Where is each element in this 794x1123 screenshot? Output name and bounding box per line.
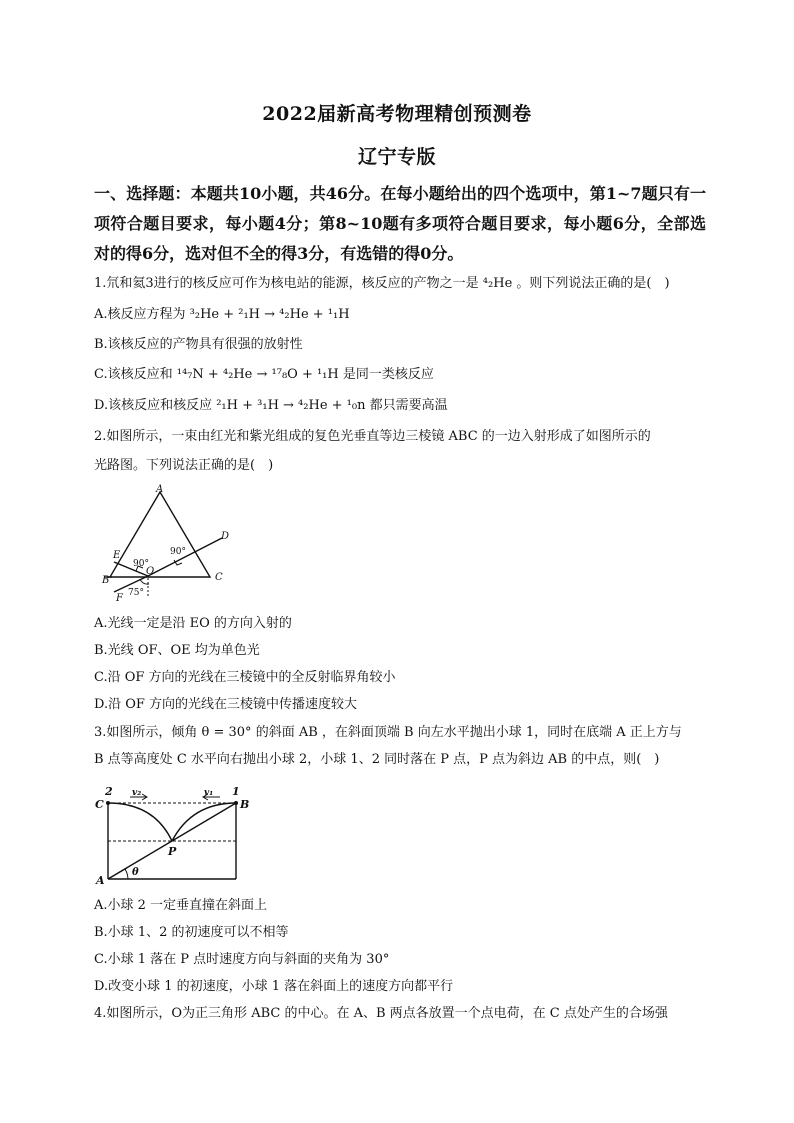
q2-stem-line1: 2.如图所示，一束由红光和紫光组成的复色光垂直等边三棱镜 ABC 的一边入射形成了如图所示的 <box>94 429 651 444</box>
label-a: A <box>156 484 164 495</box>
exam-title: 2022届新高考物理精创预测卷 <box>262 103 532 125</box>
label-o: O <box>146 566 155 577</box>
q3-option-b: B.小球 1、2 的初速度可以不相等 <box>94 925 289 940</box>
q3-option-a: A.小球 2 一定垂直撞在斜面上 <box>94 898 268 913</box>
q2-option-d: D.沿 OF 方向的光线在三棱镜中传播速度较大 <box>94 697 358 712</box>
trajectory-ball-2 <box>108 803 172 841</box>
q1-stem: 1.氘和氦3进行的核反应可作为核电站的能源，核反应的产物之一是 ⁴₂He 。则下列说法正确的是( ) <box>94 276 670 291</box>
section-heading: 一、选择题：本题共10小题，共46分。在每小题给出的四个选项中，第1~7题只有一项符合题目要求，每小题4分；第8~10题有多项符合题目要求，每小题6分，全部选对的得6分，选对但不全的得3分，有选错的得0分。 <box>94 184 706 263</box>
q3-stem-line1: 3.如图所示，倾角 θ = 30° 的斜面 AB ，在斜面顶端 B 向左水平抛出小球 1，同时在底端 A 正上方与 <box>94 725 682 740</box>
exam-subtitle: 辽宁专版 <box>357 146 436 168</box>
label-c: C <box>95 798 104 811</box>
label-b: B <box>102 575 110 586</box>
q3-option-c: C.小球 1 落在 P 点时速度方向与斜面的夹角为 30° <box>94 952 390 967</box>
label-d: D <box>221 531 230 542</box>
label-theta: θ <box>132 867 139 878</box>
label-a: A <box>96 874 105 887</box>
q2-stem-line2: 光路图。下列说法正确的是( ) <box>94 458 274 473</box>
label-v2: v₂ <box>132 788 142 798</box>
label-p: P <box>168 845 177 858</box>
q3-option-d: D.改变小球 1 的初速度，小球 1 落在斜面上的速度方向都平行 <box>94 979 454 994</box>
q3-stem-line2: B 点等高度处 C 水平向右抛出小球 2，小球 1、2 同时落在 P 点，P 点为斜边 AB 的中点，则( ) <box>94 752 660 767</box>
label-ball-2: 2 <box>105 785 113 798</box>
angle-90-left: 90° <box>133 559 149 569</box>
q2-option-b: B.光线 OF、OE 均为单色光 <box>94 643 260 658</box>
q1-option-b: B.该核反应的产物具有很强的放射性 <box>94 337 303 352</box>
q2-prism-figure <box>100 482 240 604</box>
label-b: B <box>240 798 250 811</box>
q2-option-c: C.沿 OF 方向的光线在三棱镜中的全反射临界角较小 <box>94 670 396 685</box>
q1-option-a: A.核反应方程为 ³₂He + ²₁H → ⁴₂He + ¹₁H <box>94 307 350 322</box>
q1-option-c: C.该核反应和 ¹⁴₇N + ⁴₂He → ¹⁷₈O + ¹₁H 是同一类核反应 <box>94 367 434 382</box>
label-v1: v₁ <box>204 788 214 798</box>
q4-stem-line1: 4.如图所示，O为正三角形 ABC 的中心。在 A、B 两点各放置一个点电荷，在 C 点处产生的合场强 <box>94 1006 668 1021</box>
label-e: E <box>113 550 121 561</box>
q1-option-d: D.该核反应和核反应 ²₁H + ³₁H → ⁴₂He + ¹₀n 都只需要高温 <box>94 398 448 413</box>
q2-option-a: A.光线一定是沿 EO 的方向入射的 <box>94 616 292 631</box>
angle-90-right: 90° <box>170 547 186 557</box>
label-c: C <box>215 572 223 583</box>
prism-triangle <box>110 492 210 577</box>
label-ball-1: 1 <box>232 785 240 798</box>
q3-incline-figure <box>92 783 252 889</box>
ray-od <box>148 538 222 576</box>
angle-75: 75° <box>128 588 144 598</box>
label-f: F <box>116 593 123 604</box>
